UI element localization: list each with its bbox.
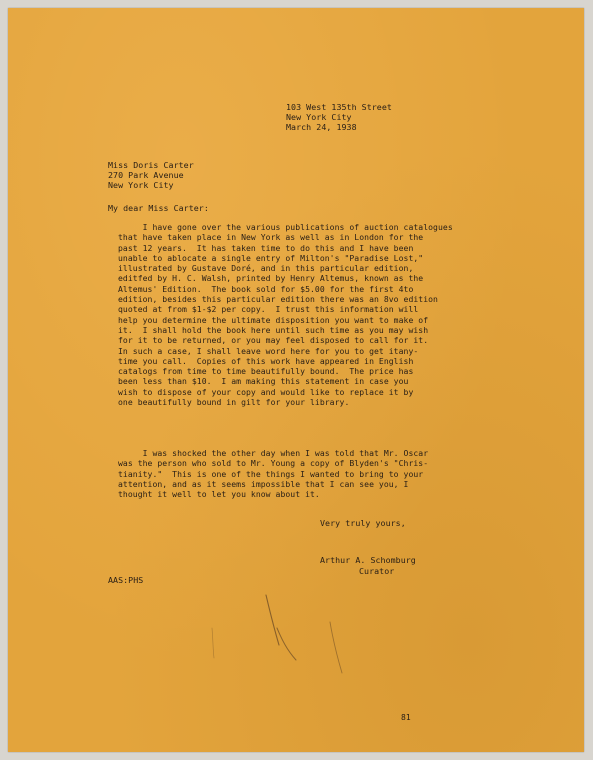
text-line: tianity." This is one of the things I wanted to bring to your xyxy=(118,468,424,479)
text-line: Altemus' Edition. The book sold for $5.00 for the first 4to xyxy=(118,283,414,294)
pencil-stroke xyxy=(266,595,279,645)
page-number: 81 xyxy=(401,713,411,722)
text-line: was the person who sold to Mr. Young a copy of Blyden's "Chris- xyxy=(118,458,429,469)
text-line: unable to ablocate a single entry of Milton's "Paradise Lost," xyxy=(118,252,424,263)
text-line: time you call. Copies of this work have appeared in English xyxy=(118,355,414,366)
text-line: for it to be returned, or you may feel disposed to call for it. xyxy=(118,335,429,346)
text-line: been less than $10. I am making this statement in case you xyxy=(118,376,409,387)
text-line: I have gone over the various publications of auction catalogues xyxy=(118,222,453,232)
text-line: In such a case, I shall leave word here for you to get itany- xyxy=(118,345,419,356)
address-line: 103 West 135th Street xyxy=(286,102,392,112)
text-line: quoted at from $1-$2 per copy. I trust this information will xyxy=(118,304,419,315)
text-line: past 12 years. It has taken time to do this and I have been xyxy=(118,242,414,253)
recipient-name: Miss Doris Carter xyxy=(108,160,194,170)
pencil-stroke xyxy=(212,628,214,658)
text-line: help you determine the ultimate disposition you want to make of xyxy=(118,314,429,325)
pencil-stroke xyxy=(330,622,342,673)
recipient-city: New York City xyxy=(108,180,174,191)
text-line: attention, and as it seems impossible that I can see you, I xyxy=(118,478,409,489)
text-line: one beautifully bound in gilt for your library. xyxy=(118,397,350,408)
salutation: My dear Miss Carter: xyxy=(108,203,209,213)
text-line: editfed by H. C. Walsh, printed by Henry Altemus, known as the xyxy=(118,273,424,284)
text-line: illustrated by Gustave Doré, and in this particular edition, xyxy=(118,263,414,274)
signer-title: Curator xyxy=(359,566,395,576)
closing: Very truly yours, xyxy=(320,518,406,528)
letter-date: March 24, 1938 xyxy=(286,122,357,133)
text-line: it. I shall hold the book here until such time as you may wish xyxy=(118,324,429,335)
signer-name: Arthur A. Schomburg xyxy=(320,555,416,565)
text-line: thought it well to let you know about it. xyxy=(118,489,320,500)
pencil-stroke xyxy=(277,628,296,660)
address-line: New York City xyxy=(286,112,352,123)
recipient-street: 270 Park Avenue xyxy=(108,170,184,181)
typist-initials: AAS:PHS xyxy=(108,575,144,585)
text-line: catalogs from time to time beautifully bound. The price has xyxy=(118,366,414,377)
text-line: that have taken place in New York as well as in London for the xyxy=(118,232,424,243)
text-line: wish to dispose of your copy and would like to replace it by xyxy=(118,386,414,397)
text-line: edition, besides this particular edition there was an 8vo edition xyxy=(118,294,438,305)
text-line: I was shocked the other day when I was told that Mr. Oscar xyxy=(118,448,429,458)
